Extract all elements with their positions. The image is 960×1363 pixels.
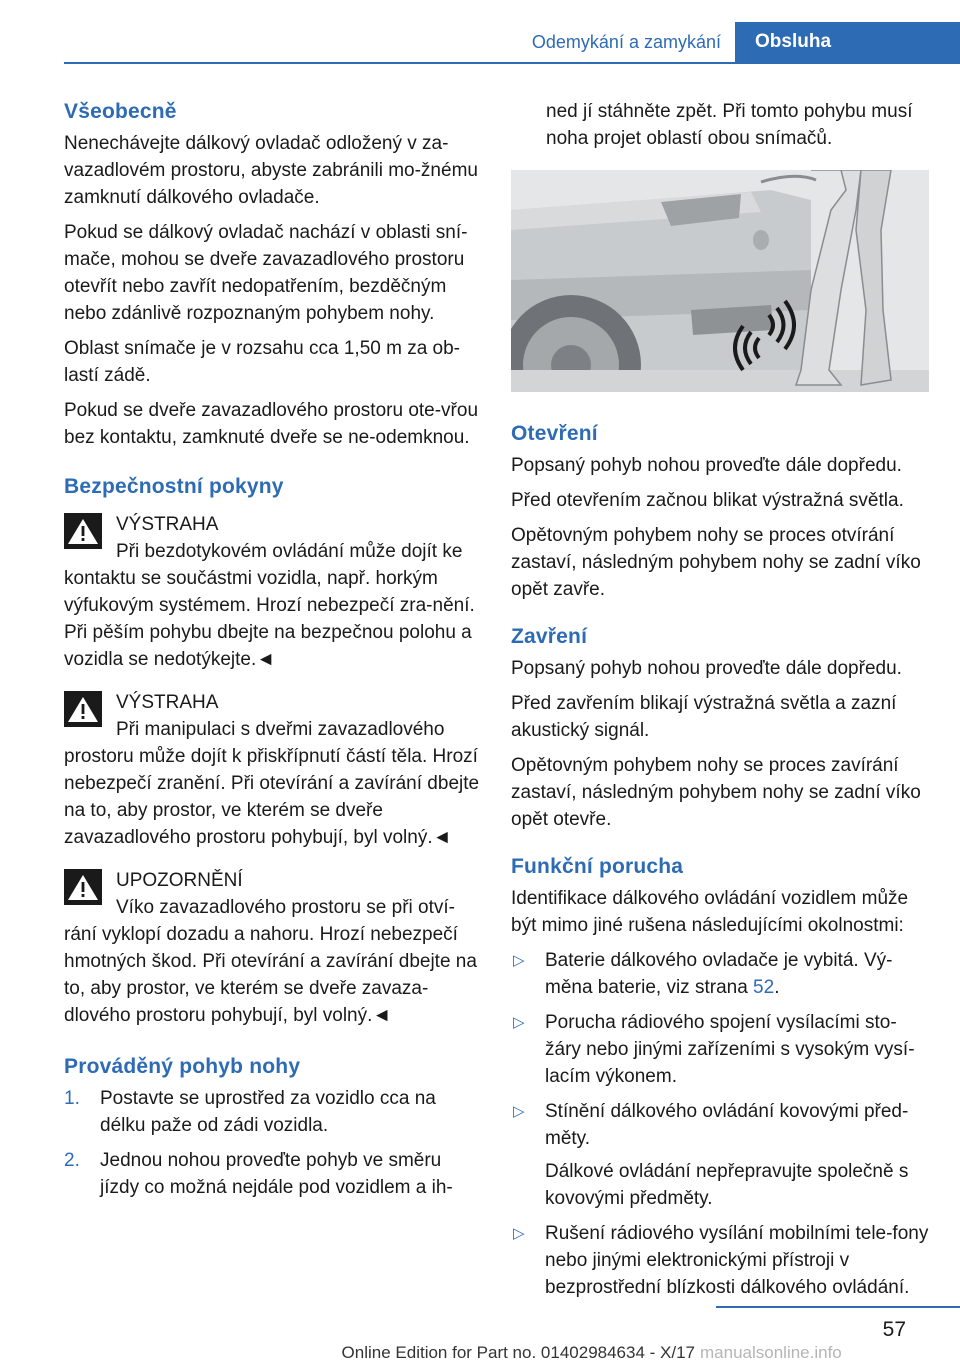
warning-text: prostoru může dojít k přiskřípnutí částí těla. Hrozí nebezpečí zranění. Při otevírání a zavírání dbejte na to, aby prostor, ve kterém se dveře zavazadlového prostoru pohybují, byl volný.◄ xyxy=(64,746,480,848)
left-column xyxy=(64,98,482,1209)
warning-text: kontaktu se součástmi vozidla, např. horkým výfukovým systémem. Hrozí nebezpečí zra-nění. Při pěším pohybu dbejte na bezpečnou polohu a vozidla se nedotýkejte.◄ xyxy=(64,568,475,670)
paragraph: Opětovným pohybem nohy se proces zavírání zastaví, následným pohybem nohy se zadní víko opět otevře. xyxy=(511,755,921,830)
page-reference-link[interactable]: 52 xyxy=(753,977,775,998)
step-text: Jednou nohou proveďte pohyb ve směru jízdy co možná nejdále pod vozidlem a ih- xyxy=(100,1150,453,1198)
continued-step-text: ned jí stáhněte zpět. Při tomto pohybu musí noha projet oblastí obou snímačů. xyxy=(546,101,913,149)
heading-general: Všeobecně xyxy=(64,100,177,123)
warning-triangle-icon xyxy=(64,869,102,905)
paragraph: Identifikace dálkového ovládání vozidlem může být mimo jiné rušena následujícími okolnostmi: xyxy=(511,888,909,936)
list-text: Rušení rádiového vysílání mobilními tele-fony nebo jinými elektronickými přístroji v bezprostřední blízkosti dálkového ovládání. xyxy=(545,1223,929,1298)
page-header xyxy=(0,0,960,62)
header-section-title: Odemykání a zamykání xyxy=(470,22,735,62)
paragraph: Opětovným pohybem nohy se proces otvírání zastaví, následným pohybem nohy se zadní víko opět zavře. xyxy=(511,525,921,600)
bullet-triangle-icon: ▷ xyxy=(513,1103,525,1120)
warning-triangle-icon xyxy=(64,513,102,549)
heading-open: Otevření xyxy=(511,422,598,445)
watermark: manualsonline.info xyxy=(700,1343,842,1362)
heading-foot-motion: Prováděný pohyb nohy xyxy=(64,1055,301,1078)
list-text: Porucha rádiového spojení vysílacími sto-žáry nebo jinými zařízeními s vysokým vysí-lacím výkonem. xyxy=(545,1012,915,1087)
list-item xyxy=(511,1220,929,1301)
list-item xyxy=(511,1009,929,1090)
steps-list xyxy=(64,1085,482,1201)
warning-triangle-icon xyxy=(64,691,102,727)
edition-note: Online Edition for Part no. 01402984634 - X/17 xyxy=(341,1343,695,1362)
right-column xyxy=(511,98,929,1309)
warning-block xyxy=(64,689,482,851)
paragraph: Pokud se dálkový ovladač nachází v oblasti sní-mače, mohou se dveře zavazadlového prostoru otevřít nebo zavřít nedopatřením, bezděčným nebo zdánlivě rozpoznaným pohybem nohy. xyxy=(64,222,468,324)
bullet-triangle-icon: ▷ xyxy=(513,1225,525,1242)
page-number: 57 xyxy=(882,1318,906,1341)
warning-title: VÝSTRAHA xyxy=(116,514,219,535)
notice-text: rání vyklopí dozadu a nahoru. Hrozí nebezpečí hmotných škod. Při otevírání a zavírání dbejte na to, aby prostor, ve kterém se dveře zavaza-dlového prostoru pohybují, byl volný.◄ xyxy=(64,924,477,1026)
step-text: Postavte se uprostřed za vozidlo cca na délku paže od zádi vozidla. xyxy=(100,1088,436,1136)
warning-block xyxy=(64,511,482,673)
list-text: Stínění dálkového ovládání kovovými před-měty. xyxy=(545,1101,909,1149)
paragraph: Před otevřením začnou blikat výstražná světla. xyxy=(511,490,904,511)
heading-close: Zavření xyxy=(511,625,588,648)
bullet-triangle-icon: ▷ xyxy=(513,1014,525,1031)
header-rule xyxy=(64,62,960,64)
list-item xyxy=(64,1085,482,1139)
list-item xyxy=(511,1098,929,1212)
paragraph: Nenechávejte dálkový ovladač odložený v za-vazadlovém prostoru, abyste zabránili mo-žnému zamknutí dálkového ovladače. xyxy=(64,133,478,208)
heading-fault: Funkční porucha xyxy=(511,855,684,878)
step-number: 1. xyxy=(64,1088,80,1109)
list-text: Baterie dálkového ovladače je vybitá. Vý-měna baterie, viz strana xyxy=(545,950,893,998)
list-item xyxy=(64,1147,482,1201)
car-rear-foot-sensor-illustration xyxy=(511,170,929,392)
list-item xyxy=(511,947,929,1001)
notice-title: UPOZORNĚNÍ xyxy=(116,870,243,891)
paragraph: Před zavřením blikají výstražná světla a zazní akustický signál. xyxy=(511,693,897,741)
warning-text: Při manipulaci s dveřmi zavazadlového xyxy=(116,719,445,740)
bullet-triangle-icon: ▷ xyxy=(513,952,525,969)
paragraph: Popsaný pohyb nohou proveďte dále dopředu. xyxy=(511,455,902,476)
step-number: 2. xyxy=(64,1150,80,1171)
heading-safety: Bezpečnostní pokyny xyxy=(64,475,284,498)
footer-rule xyxy=(716,1306,960,1308)
header-chapter-tab: Obsluha xyxy=(735,22,960,62)
warning-title: VÝSTRAHA xyxy=(116,692,219,713)
notice-block xyxy=(64,867,482,1029)
fault-list xyxy=(511,947,929,1301)
paragraph: Oblast snímače je v rozsahu cca 1,50 m za ob-lastí zádě. xyxy=(64,338,461,386)
paragraph: Pokud se dveře zavazadlového prostoru ote-vřou bez kontaktu, zamknuté dveře se ne-odemknou. xyxy=(64,400,479,448)
warning-text: Při bezdotykovém ovládání může dojít ke xyxy=(116,541,463,562)
list-text: . xyxy=(774,977,780,998)
notice-text: Víko zavazadlového prostoru se při otví- xyxy=(116,897,456,918)
paragraph: Popsaný pohyb nohou proveďte dále dopředu. xyxy=(511,658,902,679)
list-subtext: Dálkové ovládání nepřepravujte společně s kovovými předměty. xyxy=(545,1161,909,1209)
